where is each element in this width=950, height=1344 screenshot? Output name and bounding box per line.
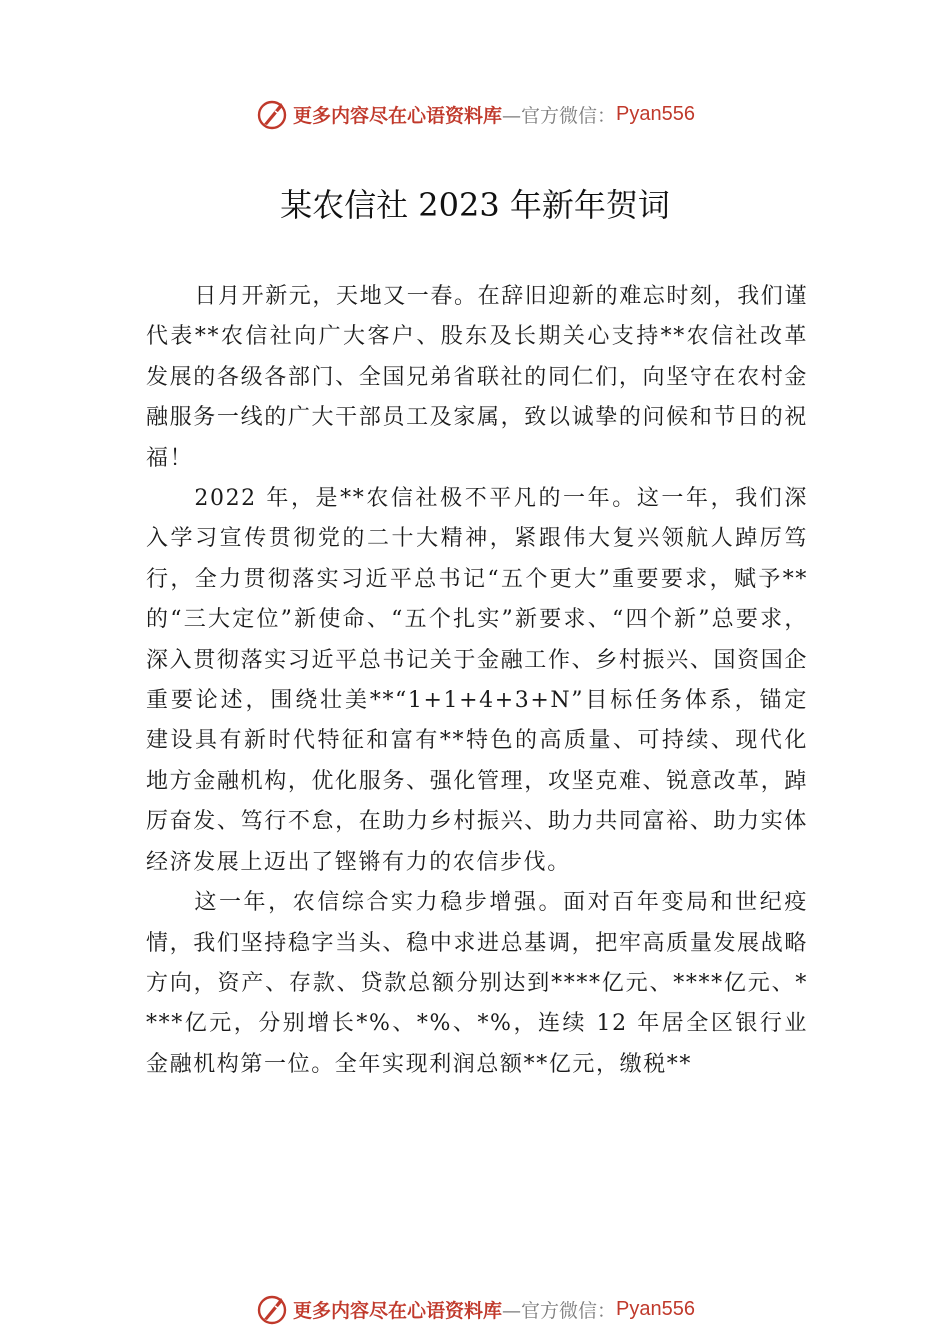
watermark-separator: —官方微信： [502, 104, 617, 127]
document-title: 某农信社 2023 年新年贺词 [280, 186, 670, 224]
document-body [146, 277, 808, 1085]
paragraph: 日月开新元，天地又一春。在辞旧迎新的难忘时刻，我们谨代表**农信社向广大客户、股东及长期关心支持**农信社改革发展的各级各部门、全国兄弟省联社的同仁们，向坚守在农村金融服务一线的广大干部员工及家属，致以诚挚的问候和节日的祝福！ [146, 284, 808, 471]
paragraph: 这一年，农信综合实力稳步增强。面对百年变局和世纪疫情，我们坚持稳字当头、稳中求进总基调，把牢高质量发展战略方向，资产、存款、贷款总额分别达到****亿元、****亿元、****亿元，分别增长*%、*%、*%，连续 12 年居全区银行业金融机构第一位。全年实现利润总额**亿元，缴税** [146, 890, 808, 1077]
watermark-text: 更多内容尽在心语资料库 [293, 104, 503, 127]
watermark-wechat-id: Pyan556 [616, 102, 695, 125]
watermark-banner-top [0, 94, 950, 134]
watermark-text: 更多内容尽在心语资料库 [293, 1299, 503, 1322]
paragraph: 2022 年，是**农信社极不平凡的一年。这一年，我们深入学习宣传贯彻党的二十大精神，紧跟伟大复兴领航人踔厉笃行，全力贯彻落实习近平总书记“五个更大”重要要求，赋予**的“三大定位”新使命、“五个扎实”新要求、“四个新”总要求，深入贯彻落实习近平总书记关于金融工作、乡村振兴、国资国企重要论述，围绕壮美**“1+1+4+3+N”目标任务体系，锚定建设具有新时代特征和富有**特色的高质量、可持续、现代化地方金融机构，优化服务、强化管理，攻坚克难、锐意改革，踔厉奋发、笃行不怠，在助力乡村振兴、助力共同富裕、助力实体经济发展上迈出了铿锵有力的农信步伐。 [146, 486, 808, 875]
watermark-separator: —官方微信： [502, 1299, 617, 1322]
watermark-wechat-id: Pyan556 [616, 1297, 695, 1320]
watermark-banner-bottom [0, 1289, 950, 1329]
quill-logo-icon [255, 1292, 289, 1326]
quill-logo-icon [255, 97, 289, 131]
